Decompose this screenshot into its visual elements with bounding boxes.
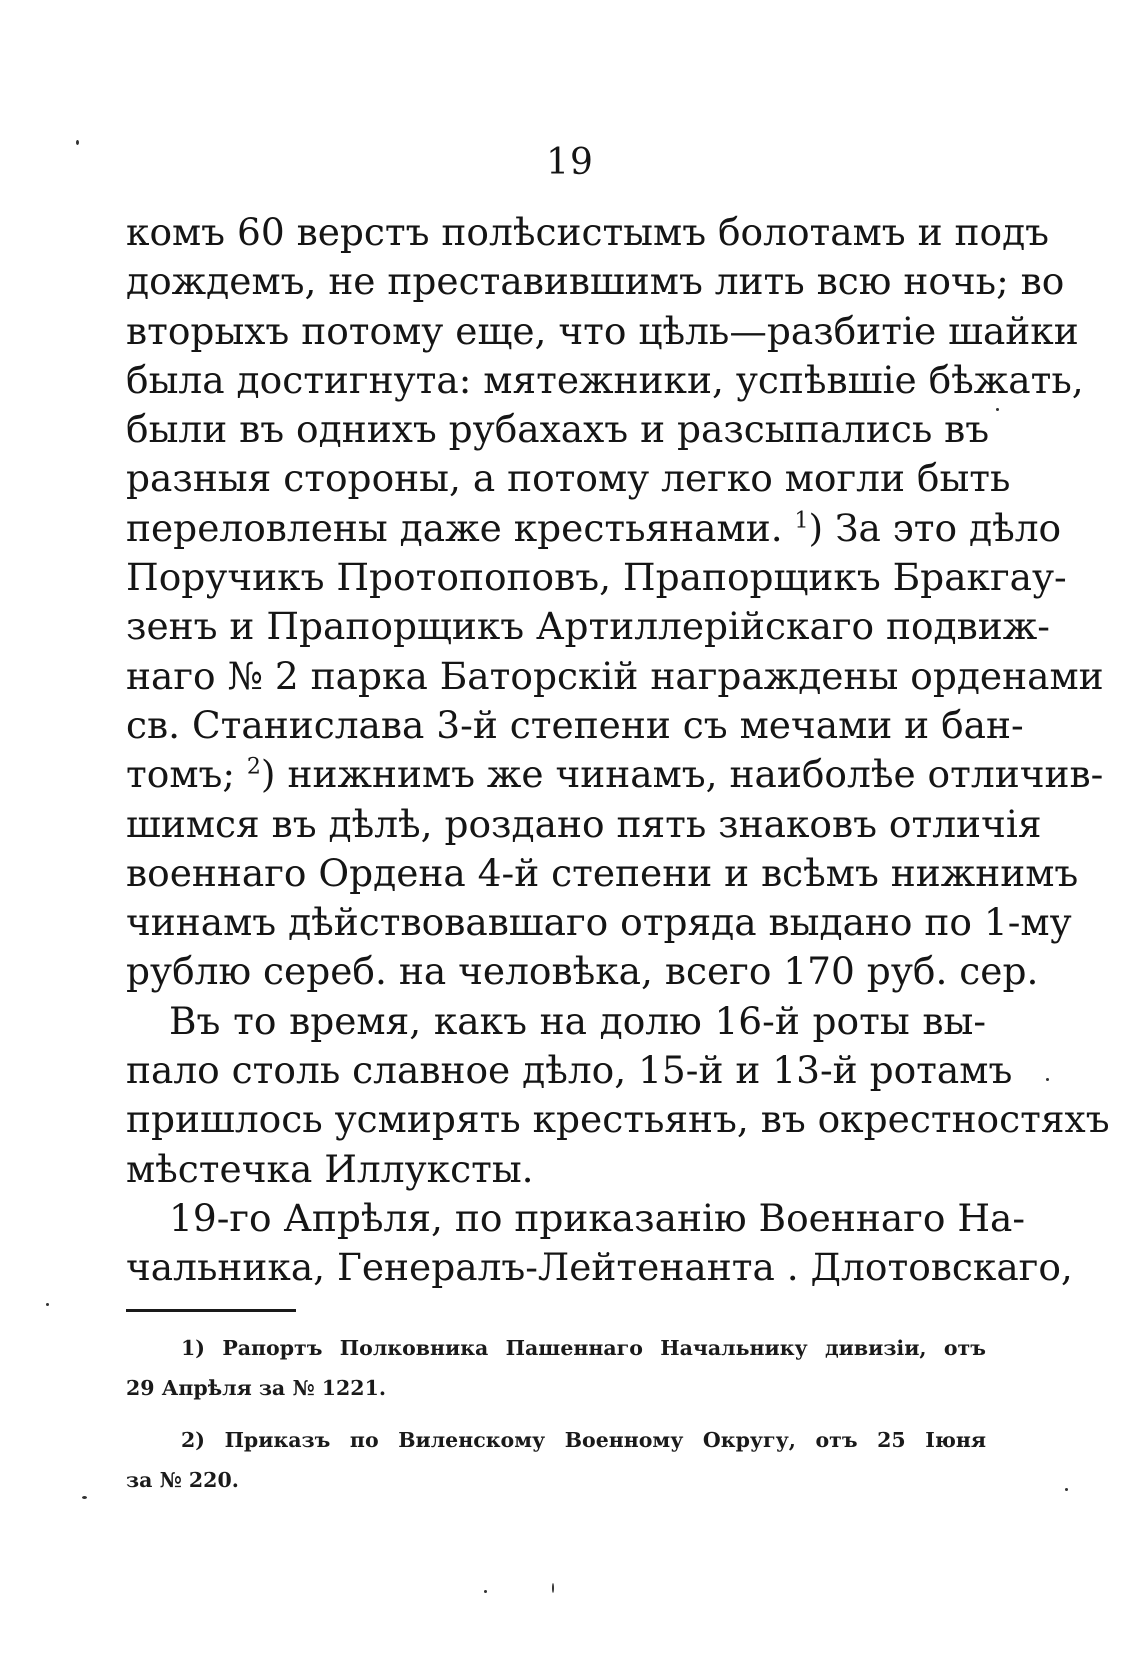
- text-line: военнаго Ордена 4-й степени и всѣмъ нижнимъ: [126, 850, 1079, 895]
- text-line: св. Станислава 3-й степени съ мечами и бан-: [126, 702, 1024, 747]
- text-line: Поручикъ Протопоповъ, Прапорщикъ Бракгау-: [126, 555, 1067, 600]
- scan-speck: [996, 408, 999, 411]
- scan-speck: [1046, 1078, 1049, 1081]
- scan-speck: [82, 1496, 87, 1499]
- footnote-2-line: [126, 1420, 986, 1460]
- scan-speck: [484, 1590, 487, 1593]
- footnote-1-line: [126, 1328, 986, 1368]
- footnote-1-text: Рапортъ Полковника Пашеннаго Начальнику дивизіи, отъ: [222, 1336, 986, 1360]
- text-fragment: нижнимъ же чинамъ, наиболѣе отличив-: [287, 752, 1104, 797]
- text-line: были въ однихъ рубахахъ и разсыпались въ: [126, 407, 990, 452]
- text-fragment: За это дѣло: [835, 505, 1062, 550]
- text-line: разныя стороны, а потому легко могли быть: [126, 456, 1011, 501]
- footnote-ref-2: 2: [246, 754, 261, 780]
- footnote-1-line: 29 Апрѣля за № 1221.: [126, 1376, 386, 1400]
- text-line: вторыхъ потому еще, что цѣль—разбитіе шайки: [126, 308, 1079, 353]
- footnote-1-marker: 1): [181, 1336, 205, 1360]
- text-fragment: переловлены даже крестьянами.: [126, 505, 783, 550]
- footnote-2-line: за № 220.: [126, 1468, 239, 1492]
- text-line: чинамъ дѣйствовавшаго отряда выдано по 1-му: [126, 900, 1072, 945]
- scan-speck: [46, 1303, 49, 1306]
- text-line: шимся въ дѣлѣ, роздано пять знаковъ отличія: [126, 801, 1042, 846]
- text-line: комъ 60 верстъ полѣсистымъ болотамъ и подъ: [126, 210, 1050, 254]
- scan-speck: [552, 1583, 554, 1593]
- text-line: была достигнута: мятежники, успѣвшіе бѣжать,: [126, 357, 1084, 402]
- footnotes: [126, 1328, 986, 1500]
- text-line: дождемъ, не преставившимъ лить всю ночь; во: [126, 259, 1065, 304]
- text-line: Въ то время, какъ на долю 16-й роты вы-: [169, 998, 986, 1043]
- text-line: зенъ и Прапорщикъ Артиллерійскаго подвиж-: [126, 604, 1050, 649]
- text-line: чальника, Генералъ-Лейтенанта . Длотовскаго,: [126, 1245, 1073, 1290]
- footnote-divider: [126, 1309, 296, 1312]
- text-fragment: томъ;: [126, 752, 235, 797]
- text-line: пало столь славное дѣло, 15-й и 13-й ротамъ: [126, 1048, 1013, 1093]
- text-line-with-footnote-2: [126, 750, 1104, 799]
- footnote-2-marker: 2): [181, 1428, 205, 1452]
- page-number: 19: [546, 142, 594, 183]
- text-line: рублю сереб. на человѣка, всего 170 руб. сер.: [126, 949, 1039, 994]
- text-line: мѣстечка Иллуксты.: [126, 1146, 534, 1191]
- text-line: наго № 2 парка Баторскій награждены орденами: [126, 653, 1104, 698]
- footnote-ref-paren: ): [260, 752, 276, 797]
- body-text: [126, 208, 1110, 1293]
- scan-speck: [76, 140, 79, 145]
- footnote-ref-paren: ): [808, 505, 824, 550]
- text-line: 19-го Апрѣля, по приказанію Военнаго На-: [169, 1195, 1026, 1240]
- footnote-ref-1: 1: [794, 508, 809, 534]
- footnote-2-text: Приказъ по Виленскому Военному Округу, отъ 25 Іюня: [224, 1428, 987, 1452]
- scan-speck: [1065, 1488, 1068, 1491]
- text-line-with-footnote-1: [126, 504, 1062, 553]
- text-line: пришлось усмирять крестьянъ, въ окрестностяхъ: [126, 1097, 1110, 1142]
